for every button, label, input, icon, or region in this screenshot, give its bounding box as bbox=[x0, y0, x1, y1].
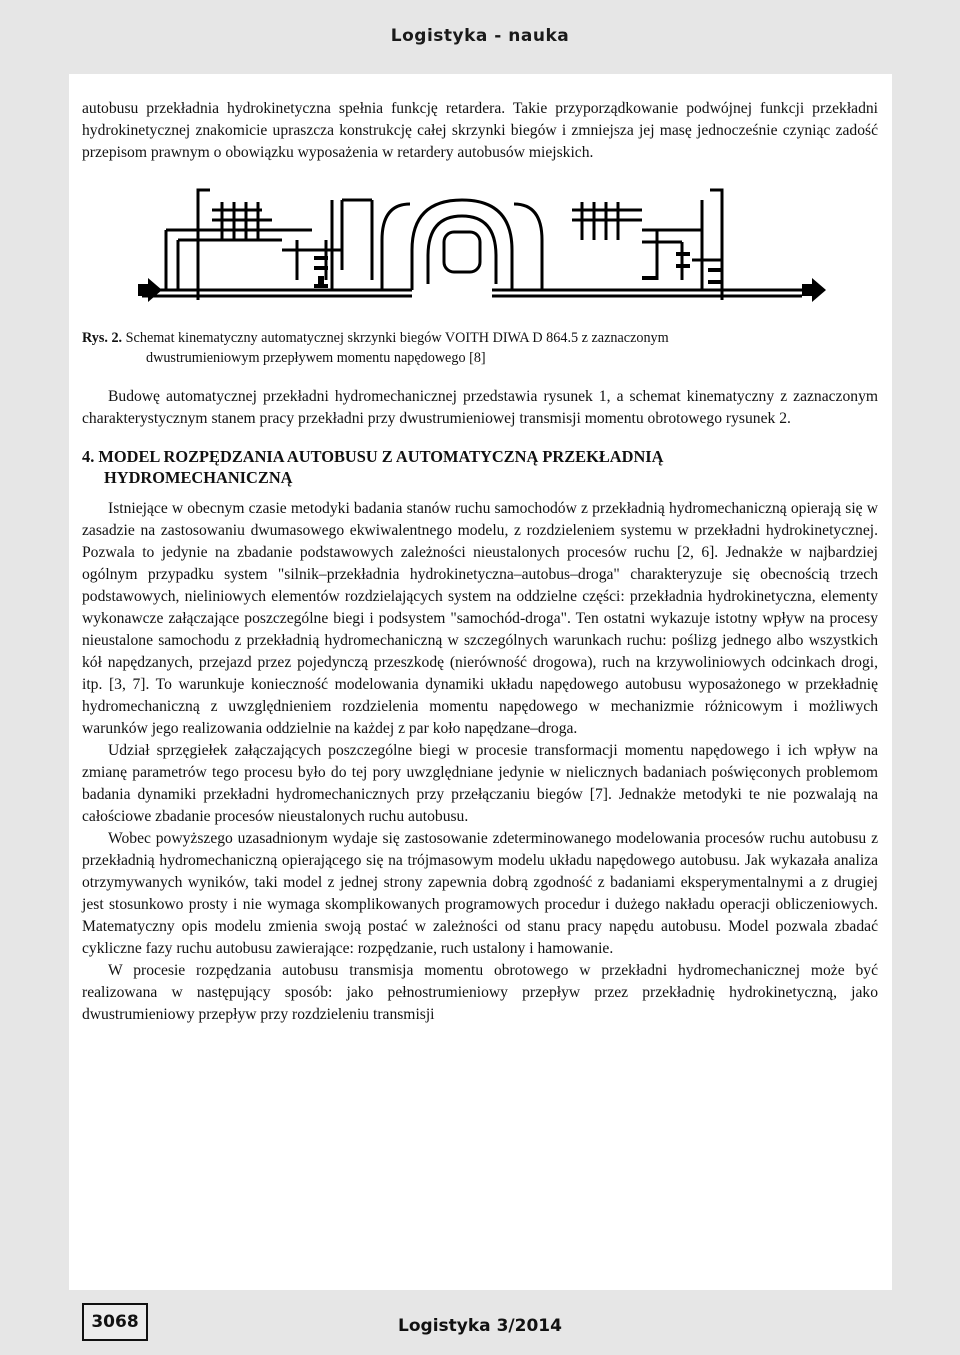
kinematic-scheme-figure bbox=[82, 180, 878, 324]
intro-paragraph: autobusu przekładnia hydrokinetyczna spełnia funkcję retardera. Takie przyporządkowanie podwójnej funkcji przekładni hydrokinetycznej znakomicie upraszcza konstrukcję całej skrzynki biegów i zmniejsza jej masę jednocześnie czyniąc zadość przepisom prawnym o obowiązku wyposażenia w retardery autobusów miejskich. bbox=[82, 100, 878, 161]
paragraph-3: Istniejące w obecnym czasie metodyki badania stanów ruchu samochodów z przekładnią hydromechaniczną opierają się w zasadzie na zastosowaniu dwumasowego ekwiwalentnego modelu, z rozdzieleniem systemu w przekładni hydrokinetycznej. Pozwala to jedynie na zbadanie podstawowych zależności nieustalonych procesów ruchu [2, 6]. Jednakże w najbardziej ogólnym przypadku system "silnik–przekładnia hydrokinetyczna–autobus–droga" charakteryzuje się obecnością trzech podstawowych, nieliniowych elementów rozdzielających system na oddzielne części: przekładnia hydrokinetyczna, elementy wykonawcze załączające poszczególne biegi i podsystem "samochód-droga". Ten ostatni wykazuje istotny wpływ na procesy nieustalone samochodu z przekładnią hydromechaniczną w szczególnych warunkach ruchu: poślizg jednego albo wszystkich kół napędzanych, przejazd przez pojedynczą przeszkodę (nierówność drogowa), ruch na krzywoliniowych odcinkach drogi, itp. [3, 7]. To warunkuje konieczność modelowania dynamiki układu napędowego autobusu wyposażonego w przekładnię hydromechaniczną z uwzględnieniem rozdzielenia momentu napędowego w mechanizmie różnicowym i możliwych warunków jego realizowania oddzielnie na każdej z par koło napędzane–droga. bbox=[82, 500, 878, 737]
kinematic-scheme-drawing bbox=[82, 180, 878, 324]
paragraph-6: W procesie rozpędzania autobusu transmisja momentu obrotowego w przekładni hydromechanicznej może być realizowana w następujący sposób: jako pełnostrumieniowy przepływ przez przekładnię hydrokinetyczną, jako dwustrumieniowy przepływ przy rozdzieleniu transmisji bbox=[82, 962, 878, 1023]
caption-line-2: dwustrumieniowym przepływem momentu napędowego [8] bbox=[146, 350, 486, 366]
paragraph-2: Budowę automatycznej przekładni hydromechanicznej przedstawia rysunek 1, a schemat kinematyczny z zaznaczonym charakterystycznym stanem pracy przekładni przy dwustrumieniowej transmisji momentu obrotowego rysunek 2. bbox=[82, 388, 878, 427]
section-heading-line-1 bbox=[82, 446, 878, 467]
figure-label: Rys. 2. bbox=[82, 330, 123, 346]
section-title-2: HYDROMECHANICZNĄ bbox=[104, 468, 293, 487]
caption-text-1: Schemat kinematyczny automatycznej skrzynki biegów VOITH DIWA D 864.5 z zaznaczonym bbox=[125, 330, 669, 346]
caption-line-1 bbox=[82, 328, 878, 348]
page-sheet bbox=[69, 74, 892, 1290]
section-title-1: MODEL ROZPĘDZANIA AUTOBUSU Z AUTOMATYCZNĄ PRZEKŁADNIĄ bbox=[98, 447, 664, 466]
paragraph-4: Udział sprzęgiełek załączających poszczególne biegi w procesie transformacji momentu napędowego i ich wpływ na zmianę parametrów tego procesu było do tej pory uwzględniane jedynie w nielicznych badaniach poświęconych problemom badania dynamiki przekładni hydromechanicznych przy przełączaniu biegów [7]. Jednakże metodyki te nie pozwalają na całościowe zbadanie procesów nieustalonych ruchu autobusu. bbox=[82, 742, 878, 825]
page-number-box: 3068 bbox=[82, 1303, 148, 1341]
section-heading bbox=[82, 446, 878, 488]
section-number: 4. bbox=[82, 447, 95, 466]
journal-footer: Logistyka 3/2014 bbox=[398, 1316, 562, 1336]
paragraph-5: Wobec powyższego uzasadnionym wydaje się zastosowanie zdeterminowanego modelowania procesów ruchu autobusu z przekładnią hydromechaniczną opierającego się na trójmasowym modelu układu napędowego autobusu. Jak wykazała analiza otrzymywanych wyników, taki model z jednej strony zapewnia dobrą zgodność z badaniami eksperymentalnymi a z drugiej jest stosunkowo prosty i nie wymaga skomplikowanych programowych procedur i dużego nakładu operacji obliczeniowych. Matematyczny opis modelu zmienia swoją postać w zależności od stanu pracy napędu autobusu. Model pozwala zbadać cykliczne fazy ruchu autobusu zawierające: rozpędzanie, ruch ustalony i hamowanie. bbox=[82, 830, 878, 957]
running-header-title: Logistyka - nauka bbox=[390, 26, 570, 46]
figure-caption bbox=[82, 328, 878, 368]
page-content bbox=[82, 98, 878, 1026]
